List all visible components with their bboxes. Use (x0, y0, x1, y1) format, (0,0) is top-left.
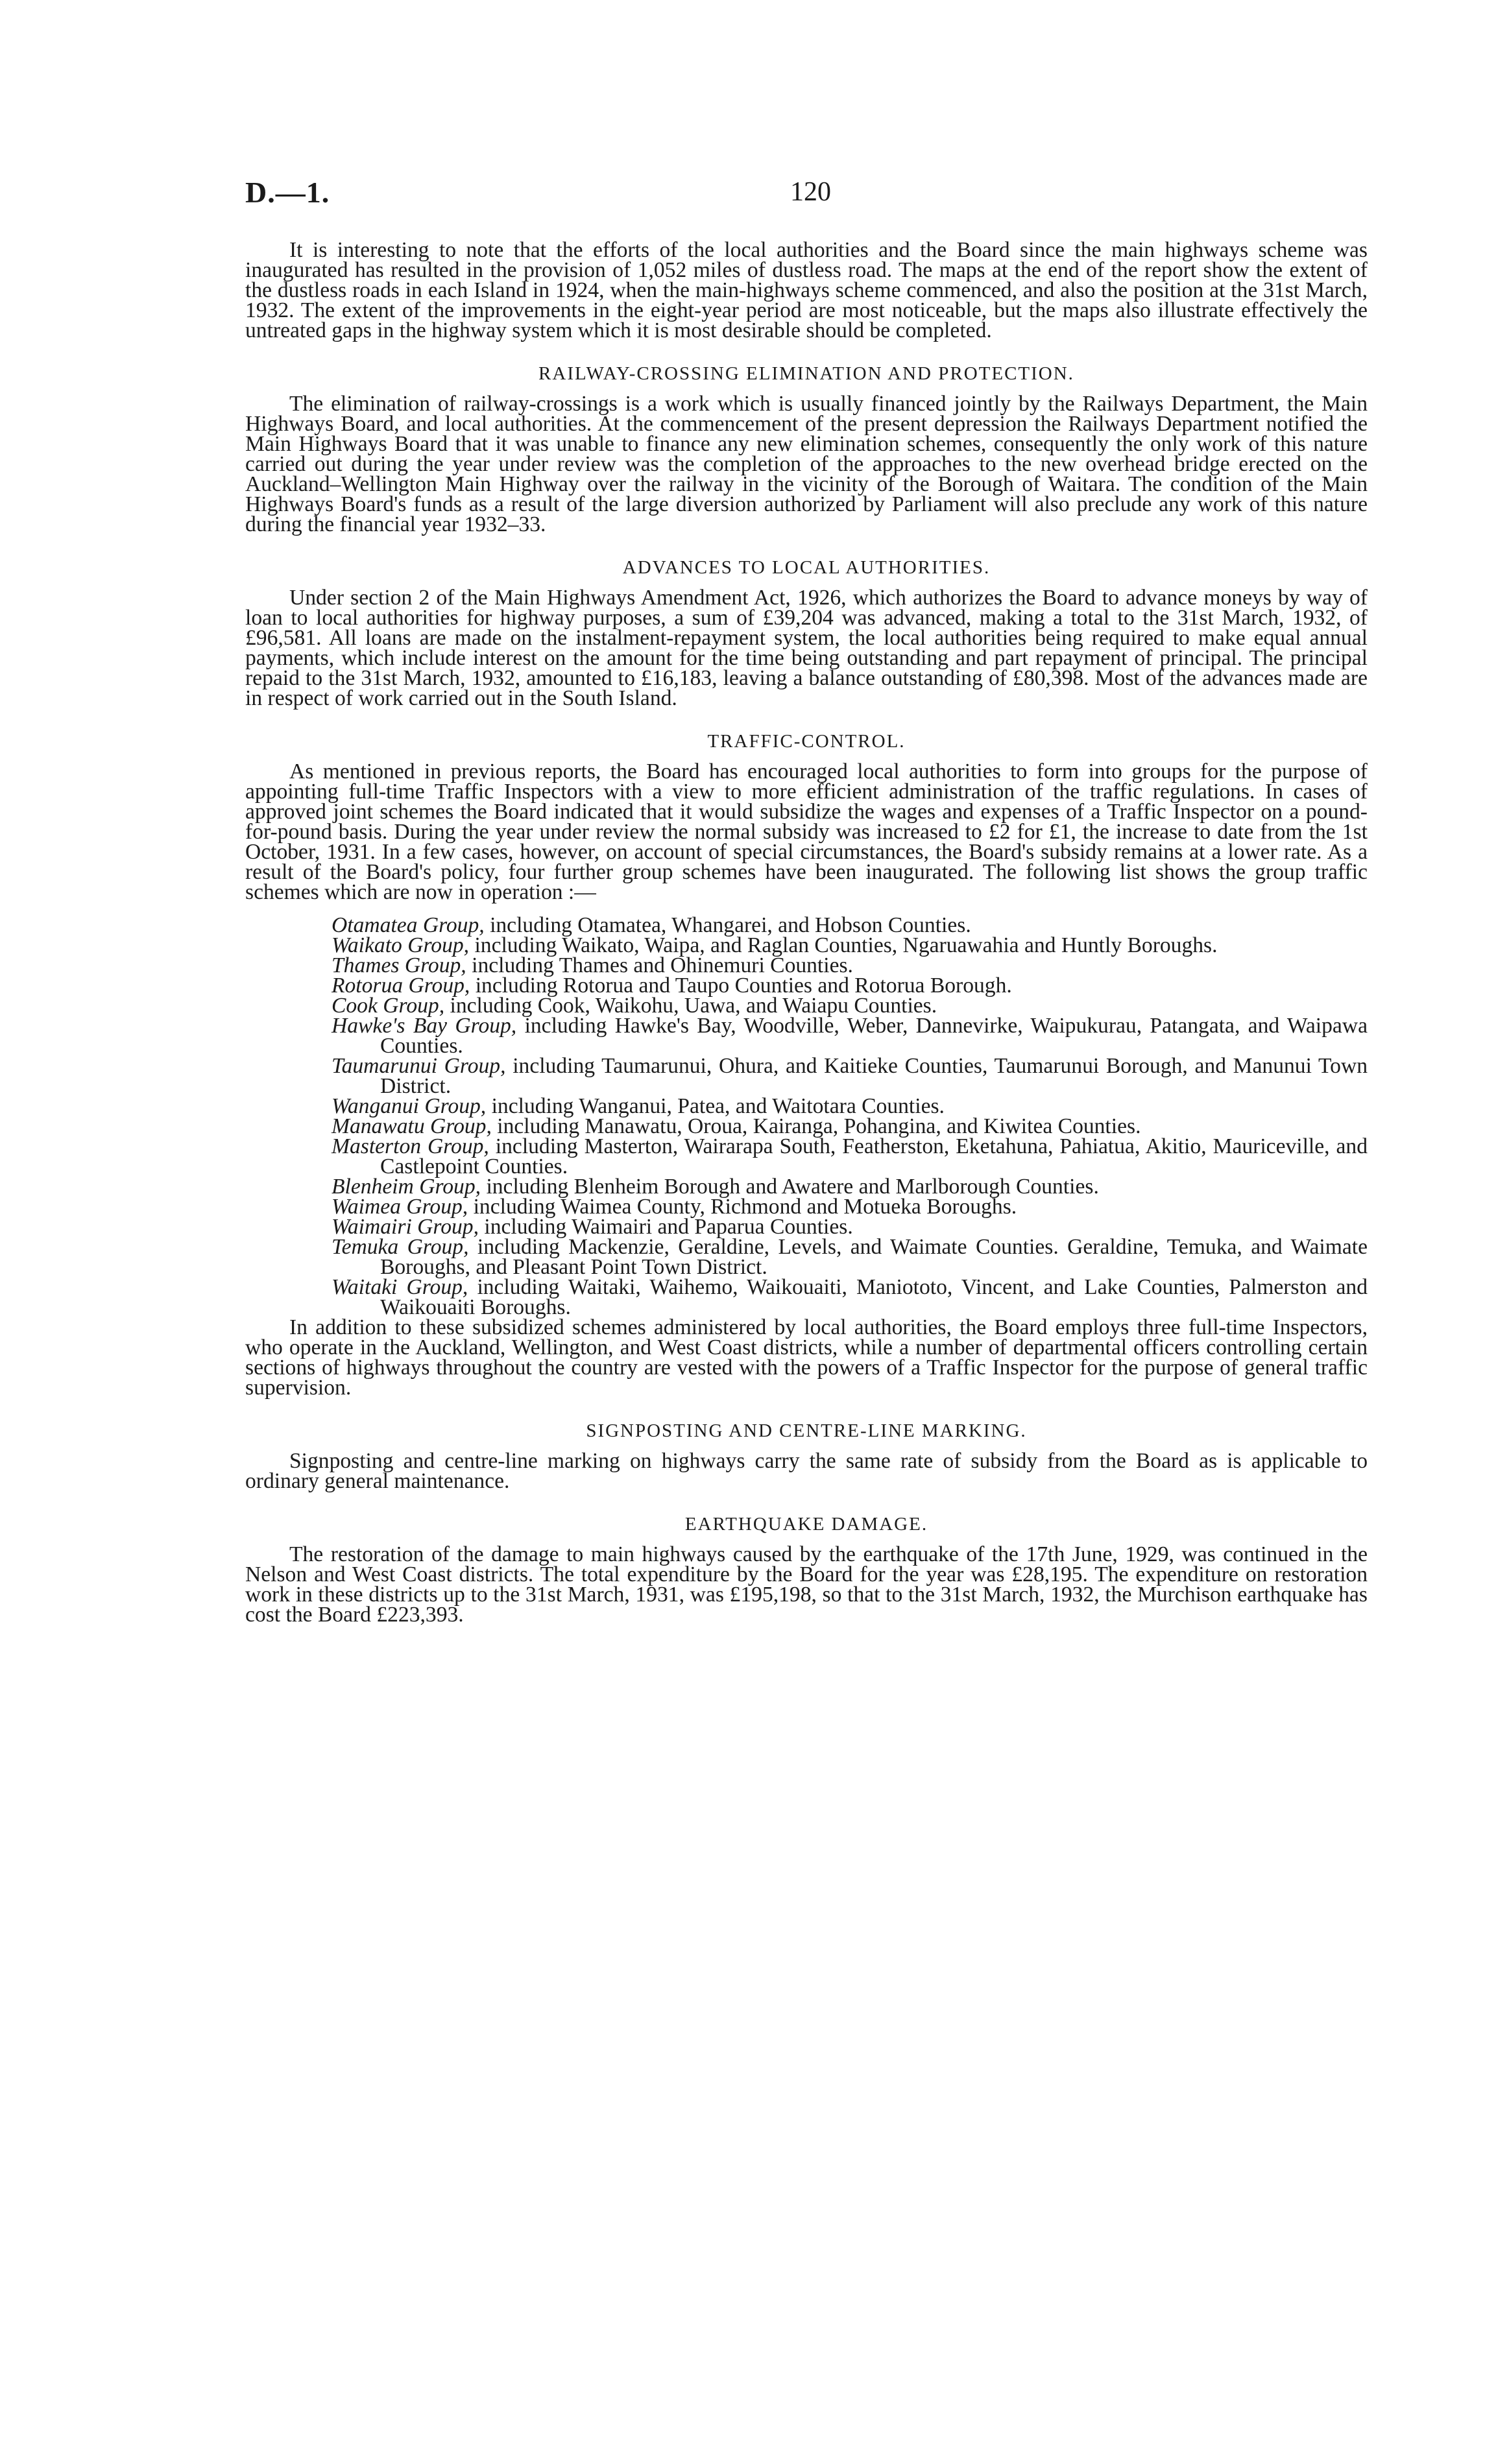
list-item (332, 1197, 1368, 1217)
traffic-heading: TRAFFIC-CONTROL. (707, 731, 906, 752)
list-item (332, 1056, 1368, 1096)
page-number: 120 (790, 177, 831, 207)
group-name: Hawke's Bay Group, (332, 1014, 517, 1038)
body-text (245, 240, 1368, 1625)
group-detail: including Thames and Ohinemuri Counties. (472, 953, 853, 977)
traffic-inspectors-paragraph: In addition to these subsidized schemes administered by local authorities, the Board employs three full-time Inspectors, who operate in the Auckland, Wellington, and West Coast districts, while a number of departmental officers controlling certain sections of highways throughout the country are vested with the powers of a Traffic Inspector for the purpose of general traffic supervision. (245, 1315, 1368, 1400)
signposting-paragraph: Signposting and centre-line marking on highways carry the same rate of subsidy from the Board as is applicable to ordinary general maintenance. (245, 1449, 1368, 1493)
advances-paragraph: Under section 2 of the Main Highways Amendment Act, 1926, which authorizes the Board to advance moneys by way of loan to local authorities for highway purposes, a sum of £39,204 was advanced, making a total to the 31st March, 1932, of £96,581. All loans are made on the instalment-repayment system, the local authorities being required to make equal annual payments, which include interest on the amount for the time being outstanding and part repayment of principal. The principal repaid to the 31st March, 1932, amounted to £16,183, leaving a balance outstanding of £80,398. Most of the advances made are in respect of work carried out in the South Island. (245, 586, 1368, 710)
railway-paragraph: The elimination of railway-crossings is a work which is usually financed jointly by the Railways Department, the Main Highways Board, and local authorities. At the commencement of the present depression the Railways Department notified the Main Highways Board that it was unable to finance any new elimination schemes, consequently the only work of this nature carried out during the year under review was the completion of the approaches to the new overhead bridge erected on the Auckland–Wellington Main Highway over the railway in the vicinity of the Borough of Waitara. The condition of the Main Highways Board's funds as a result of the large diversion authorized by Parliament will also preclude any work of this nature during the financial year 1932–33. (245, 392, 1368, 536)
traffic-paragraph: As mentioned in previous reports, the Board has encouraged local authorities to form into groups for the purpose of appointing full-time Traffic Inspectors with a view to more efficient administration of the traffic regulations. In cases of approved joint schemes the Board indicated that it would subsidize the wages and expenses of a Traffic Inspector on a pound-for-pound basis. During the year under review the normal subsidy was increased to £2 for £1, the increase to date from the 1st October, 1931. In a few cases, however, on account of special circumstances, the Board's subsidy remains at a lower rate. As a result of the Board's policy, four further group schemes have been inaugurated. The following list shows the group traffic schemes which are now in operation :— (245, 760, 1368, 904)
group-name: Manawatu Group, (332, 1114, 492, 1138)
list-item (332, 915, 1368, 935)
list-item (332, 935, 1368, 955)
group-name: Wanganui Group, (332, 1094, 487, 1118)
group-detail: including Rotorua and Taupo Counties and Rotorua Borough. (475, 974, 1012, 998)
list-item (332, 996, 1368, 1016)
earthquake-heading: EARTHQUAKE DAMAGE. (684, 1514, 928, 1535)
group-name: Cook Group, (332, 994, 445, 1018)
list-item (332, 1016, 1368, 1056)
list-item (332, 955, 1368, 975)
list-item (332, 1096, 1368, 1116)
group-name: Taumarunui Group, (332, 1054, 506, 1078)
group-name: Temuka Group, (332, 1235, 469, 1259)
group-detail: including Blenheim Borough and Awatere and Marlborough Counties. (486, 1175, 1099, 1199)
group-detail: including Mackenzie, Geraldine, Levels, and Waimate Counties. Geraldine, Temuka, and Waimate Boroughs, and Pleasant Point Town District. (380, 1235, 1368, 1279)
group-name: Waitaki Group, (332, 1275, 468, 1299)
group-detail: including Manawatu, Oroua, Kairanga, Pohangina, and Kiwitea Counties. (497, 1114, 1141, 1138)
list-item (332, 1217, 1368, 1237)
group-detail: including Wanganui, Patea, and Waitotara Counties. (491, 1094, 945, 1118)
group-detail: including Cook, Waikohu, Uawa, and Waiapu Counties. (450, 994, 937, 1018)
group-name: Masterton Group, (332, 1134, 489, 1158)
group-name: Waimairi Group, (332, 1215, 479, 1239)
list-item (332, 1277, 1368, 1317)
group-name: Waimea Group, (332, 1195, 468, 1219)
list-item (332, 1237, 1368, 1277)
group-name: Thames Group, (332, 953, 466, 977)
list-item (332, 1136, 1368, 1177)
group-name: Blenheim Group, (332, 1175, 481, 1199)
document-reference: D.—1. (245, 176, 330, 209)
list-item (332, 975, 1368, 996)
group-detail: including Waikato, Waipa, and Raglan Counties, Ngaruawahia and Huntly Boroughs. (474, 933, 1218, 957)
signposting-heading: SIGNPOSTING AND CENTRE-LINE MARKING. (586, 1420, 1027, 1441)
group-detail: including Otamatea, Whangarei, and Hobson Counties. (490, 913, 971, 937)
group-name: Otamatea Group, (332, 913, 485, 937)
intro-paragraph: It is interesting to note that the efforts of the local authorities and the Board since the main highways scheme was inaugurated has resulted in the provision of 1,052 miles of dustless road. The maps at the end of the report show the extent of the dustless roads in each Island in 1924, when the main-highways scheme commenced, and also the position at the 31st March, 1932. The extent of the improvements in the eight-year period are most noticeable, but the maps also illustrate effectively the untreated gaps in the highway system which it is most desirable should be completed. (245, 238, 1368, 342)
earthquake-paragraph: The restoration of the damage to main highways caused by the earthquake of the 17th June, 1929, was continued in the Nelson and West Coast districts. The total expenditure by the Board for the year was £28,195. The expenditure on restoration work in these districts up to the 31st March, 1931, was £195,198, so that to the 31st March, 1932, the Murchison earthquake has cost the Board £223,393. (245, 1542, 1368, 1627)
group-name: Rotorua Group, (332, 974, 470, 998)
group-detail: including Waimea County, Richmond and Motueka Boroughs. (473, 1195, 1017, 1219)
advances-heading: ADVANCES TO LOCAL AUTHORITIES. (622, 557, 991, 578)
group-detail: including Hawke's Bay, Woodville, Weber, Dannevirke, Waipukurau, Patangata, and Waipawa Counties. (380, 1014, 1368, 1058)
group-detail: including Waimairi and Paparua Counties. (484, 1215, 853, 1239)
traffic-group-list (245, 915, 1368, 1317)
list-item (332, 1177, 1368, 1197)
group-detail: including Taumarunui, Ohura, and Kaitieke Counties, Taumarunui Borough, and Manunui Town District. (380, 1054, 1368, 1098)
railway-heading: RAILWAY-CROSSING ELIMINATION AND PROTECTION. (538, 363, 1074, 384)
list-item (332, 1116, 1368, 1136)
group-detail: including Waitaki, Waihemo, Waikouaiti, Maniototo, Vincent, and Lake Counties, Palmerston and Waikouaiti Boroughs. (380, 1275, 1368, 1319)
group-detail: including Masterton, Wairarapa South, Featherston, Eketahuna, Pahiatua, Akitio, Mauriceville, and Castlepoint Counties. (380, 1134, 1368, 1178)
group-name: Waikato Group, (332, 933, 470, 957)
page-header (245, 175, 1368, 214)
